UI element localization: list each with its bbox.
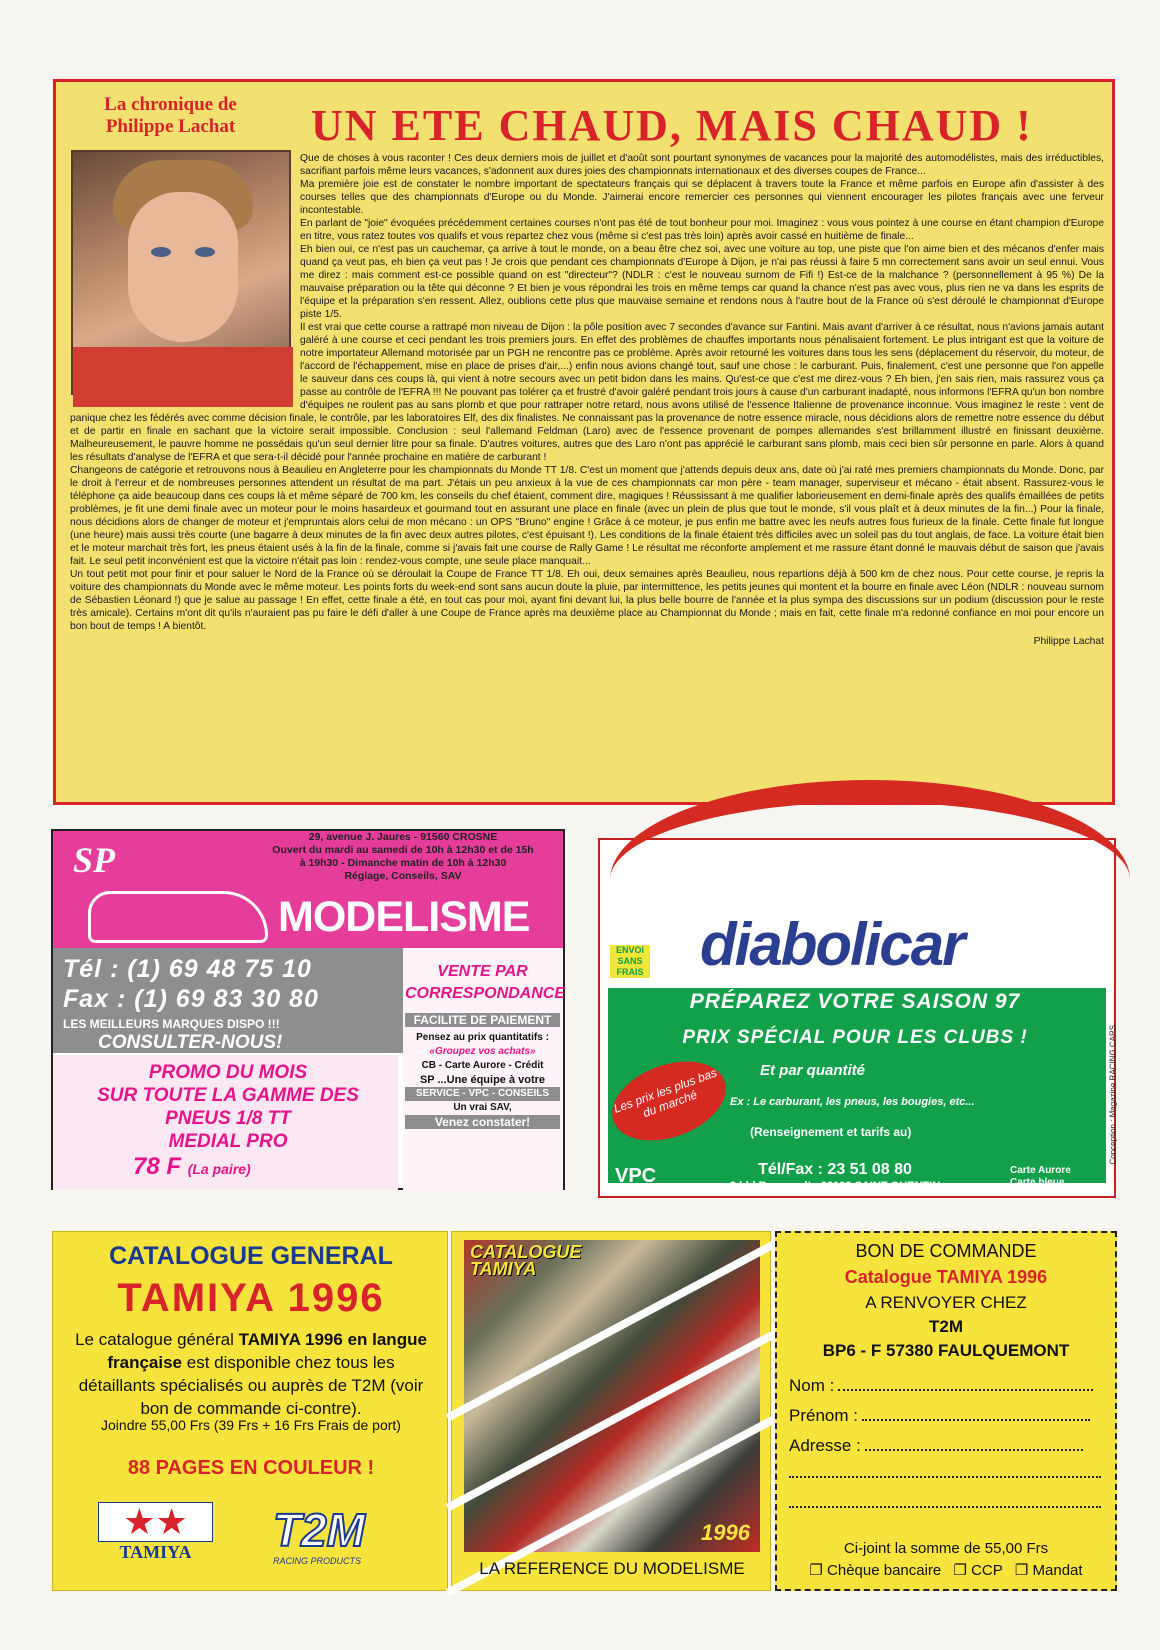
tamiya-year-title: TAMIYA 1996 <box>117 1276 385 1320</box>
tamiya-pages: 88 PAGES EN COULEUR ! <box>127 1457 375 1479</box>
ccp-checkbox[interactable]: ❐ CCP <box>953 1562 1003 1579</box>
diab-cards <box>1010 1165 1071 1189</box>
chronicle-paragraph: Eh bien oui, ce n'est pas un cauchemar, ça arrive à tout le monde, on a beau être chez soi, avec une voiture au top, une piste que l'on aime bien et des mécanos d'enfer mais quand ça veut pas, eh bien ça veut pas ! Je crois que pendant ces championnats d'Europe à Dijon, je n'ai pas réussi à faire 5 mn correctement sans avoir un seul ennui. Vous me direz : mais comment est-ce possible quand on est "directeur"? (NDLR : c'est le nouveau surnom de Fifi !) Est-ce de la malchance ? (personnellement à 95 %) De la mauvaise préparation ou la tête qui déconne ? Et bien je vous répondrai les trois en même temps car quand la chance n'est pas avec vous, plus rien ne va dans les esprits de l'équipe et la préparation s'en ressent. Allez, oublions cette plus que mauvaise semaine et rendons nous à l'autre bout de la France où s'est déroulé le championnat d'Europe piste 1/5. <box>300 244 1104 320</box>
sp-address: 29, avenue J. Jaures - 91560 CROSNE <box>308 831 498 843</box>
sp-side-line: SP ...Une équipe à votre <box>419 1074 546 1086</box>
chronicle-body <box>70 152 1104 784</box>
sp-modelisme-ad[interactable] <box>51 829 565 1190</box>
order-amount: Ci-joint la somme de 55,00 Frs <box>843 1540 1049 1557</box>
chronicle-paragraph: Changeons de catégorie et retrouvons nous à Beaulieu en Angleterre pour les championnats du Monde TT 1/8. C'est un moment que j'attends depuis deux ans, date où j'ai raté mes premiers championnats du Monde. Donc, par le droit à l'erreur et de nombreuses personnes attendent un résultat de ma part. J'étais un peu anxieux à la vue de ces championnats car mon père - team manager, superviseur et mécano - était absent. Rassurez-vous le téléphone ça aide beaucoup dans ces coups là et même séparé de 700 km, les conseils du chef étaient, comment dire, magiques ! Réussissant à me qualifier laborieusement en demi-finale après des qualifs émaillées de petits problèmes, je fit une demi finale avec un moteur pour le moins hasardeux et gourmand tout en assurant une place en finale (avec un plein de plus que tout le monde, s'il vous plaît et à deux minutes de la fin...) Pour la finale, nous décidions alors de changer de moteur et j'empruntais alors celui de mon mécano : un OPS "Bruno" engine ! Grâce à ce moteur, je pus enfin me battre avec les neufs autres fous furieux de la finale. Cette finale fut longue (une heure) mais aussi très courte (une bagarre à deux minutes de la fin avec deux autres pilotes, c'est épuisant !). Les conditions de la finale étaient très difficiles avec un soleil pas du tout anglais, de face. La voiture était bien et le moteur marchait très fort, les pneus étaient usés à la fin de la finale, comme si j'avais fait une course de Rally Game ! Le résultat me réconforte amplement et me rassure étant donné le mauvais début de saison que j'avais fait. Le seul petit inconvénient est que la victoire n'était pas loin : rendez-vous compte, une seule place manquait... <box>70 465 1104 567</box>
tamiya-desc-text: est disponible chez tous les détaillants spécialisés ou auprès de T2M (voir bon de commande ci-contre). <box>78 1353 424 1418</box>
diab-phone[interactable]: Tél/Fax : 23 51 08 80 <box>758 1161 912 1178</box>
tamiya-logo-text: TAMIYA <box>119 1542 192 1562</box>
sp-side-line: SERVICE - VPC - CONSEILS <box>405 1087 560 1101</box>
sp-logo: SP <box>73 840 116 880</box>
order-form-company: T2M <box>929 1317 963 1336</box>
diab-card: Carte Aurore <box>1010 1165 1071 1176</box>
diab-info: (Renseignement et tarifs au) <box>750 1125 912 1139</box>
tamiya-title: CATALOGUE GENERAL <box>109 1242 393 1270</box>
name-label: Nom : <box>789 1376 835 1395</box>
sp-phone[interactable]: Tél : (1) 69 48 75 10 <box>63 955 312 983</box>
payment-options <box>777 1561 1115 1579</box>
diab-contact <box>710 1162 960 1194</box>
chronicle-headline: UN ETE CHAUD, MAIS CHAUD ! <box>311 101 1033 150</box>
sp-hours: à 19h30 - Dimanche matin de 10h à 12h30 <box>299 857 507 869</box>
race-car-icon <box>88 891 268 943</box>
address-label: Adresse : <box>789 1436 861 1455</box>
chronicle-paragraph: En parlant de "joie" évoquées précédemment certaines courses n'ont pas été de tout bonheur pour moi. Imaginez : vous vous pointez à une course en étant champion d'Europe en titre, vous ratez toutes vos qualifs et vous repartez chez vous (même si c'est pas très loin) après avoir cassé en huitième de finale... <box>300 218 1104 242</box>
t2m-logo-sub: RACING PRODUCTS <box>273 1556 362 1566</box>
diab-headline: PRÉPAREZ VOTRE SAISON 97 <box>689 990 1021 1013</box>
tamiya-description <box>67 1328 435 1420</box>
lowest-price-badge: Les prix les plus bas du marché <box>601 1047 737 1155</box>
sp-promo-text: PROMO DU MOIS SUR TOUTE LA GAMME DES PNEUS 1/8 TT MEDIAL PRO <box>97 1062 359 1152</box>
chronicle-article <box>53 79 1115 805</box>
cover-stripe <box>446 1317 803 1512</box>
tamiya-catalogue-ad <box>52 1231 448 1591</box>
cover-title: CATALOGUE TAMIYA <box>470 1242 582 1279</box>
t2m-logo <box>273 1504 413 1574</box>
sp-side-line: Un vrai SAV, <box>453 1102 512 1113</box>
free-shipping-tag: ENVOI SANS FRAIS <box>610 945 650 978</box>
sp-side-line: CB - Carte Aurore - Crédit <box>421 1060 544 1071</box>
order-form-product: Catalogue TAMIYA 1996 <box>844 1267 1048 1287</box>
sp-payment-facility: FACILITE DE PAIEMENT <box>405 1013 560 1027</box>
sp-mail-order: VENTE PAR CORRESPONDANCE <box>405 963 566 1002</box>
catalogue-cover-image <box>464 1240 760 1552</box>
diab-club-offer: PRIX SPÉCIAL POUR LES CLUBS ! <box>682 1027 1028 1048</box>
diab-address: 3 bld Roosevelt - 02100 SAINT QUENTIN <box>729 1180 941 1192</box>
cover-year: 1996 <box>701 1520 750 1545</box>
sp-hours: Ouvert du mardi au samedi de 10h à 12h30 et de 15h <box>272 844 534 856</box>
sp-side-line: «Groupez vos achats» <box>429 1046 536 1057</box>
tamiya-desc-bold: TAMIYA 1996 en langue française <box>107 1330 427 1372</box>
order-form-title: BON DE COMMANDE <box>855 1241 1037 1261</box>
order-form-address: BP6 - F 57380 FAULQUEMONT <box>822 1341 1070 1360</box>
sp-brand: MODELISME <box>278 893 530 941</box>
sp-price-note: (La paire) <box>187 1161 251 1177</box>
diab-quantity: Et par quantité <box>760 1062 866 1079</box>
chronicle-paragraph: Que de choses à vous raconter ! Ces deux derniers mois de juillet et d'août sont pourtant synonymes de vacances pour la majorité des automodélistes, mais des irréductibles, sacrifiant parfois même leurs vacances, s'adonnent aux dures joies des championnats internationaux et des diverses coupes de France... <box>300 153 1104 177</box>
chronicle-paragraph: Il est vrai que cette course a rattrapé mon niveau de Dijon : la pôle position avec 7 secondes d'avance sur Fantini. Mais avant d'arriver à ce résultat, nous n'avions jamais autant galéré à une course et ceci pendant les trois premiers jours. En effet des problèmes de chauffes importants nous pénalisaient fortement. Le plus intrigant est que la voiture de notre importateur Allemand motorisée par un PGH ne rencontre pas ce problème. Après avoir retourné les voitures dans tous les sens (déplacement du réservoir, du moteur, de l'accord de l'échappement, mise en place de prises d'air,...) enfin nous avions changé tout, sauf une chose : le carburant. Puis, finalement, c'est une personne que l'on appelle le sauveur dans ces coups là, qui vient à notre secours avec un petit bidon dans les mains. Qu'est-ce que c'est me direz-vous ? Eh bien, j'en sais rien, mais rassurez vous ça passe au contrôle de l'EFRA !!! Ne pouvant pas tolérer ça et frustré d'avoir galéré pendant trois jours à cause d'un carburant inadapté, nous informons l'EFRA qu'un bon nombre d'équipes ne roulent pas au sans plomb et que pour rattraper notre retard, nous avons utilisé de l'essence Italienne de provenance inconnue. Vous imaginez le reste : vent de panique chez les fédérés avec comme décision finale, le contrôle, par les laboratoires Elf, des dix finalistes. Ne connaissant pas la provenance de notre essence miracle, nous décidions alors de remettre notre essence du début et de partir en finale en sachant que la victoire serait impossible. Conclusion : seul l'allemand Feldman (Laro) avec de l'essence provenant de pompes allemandes s'est brillamment illustré en finissant deuxième. Malheureusement, le pauvre homme ne possédais qu'un seul dernier litre pour sa finale. D'autres voitures, autres que des Laro n'ont pas apprécié le carburant sans plomb, mais ceci bien sûr personne en parle. Alors à quand les résultats d'analyse de l'EFRA et que sera-t-il décidé pour l'année prochaine en matière de carburant ! <box>70 322 1104 463</box>
diab-credit-text: Conception : Magazine RACING CARS <box>1108 1024 1118 1165</box>
address-field[interactable] <box>789 1436 1105 1456</box>
diab-credit <box>1103 1010 1117 1170</box>
chronicle-paragraph: Ma première joie est de constater le nombre important de spectateurs français qui se déplacent à travers toute la France et même parfois en Europe afin d'assister à des courses telles que des championnats d'Europe ou du Monde. J'aimerai encore remercier ces personnes qui viennent encourager les pilotes français avec une ferveur incontestable. <box>300 179 1104 216</box>
t2m-logo-text: T2M <box>273 1504 365 1556</box>
chronicle-kicker: La chronique de Philippe Lachat <box>104 94 237 137</box>
firstname-label: Prénom : <box>789 1406 858 1425</box>
sp-address-block <box>243 831 563 883</box>
sp-fax: Fax : (1) 69 83 30 80 <box>63 985 319 1013</box>
sp-side-line: Pensez au prix quantitatifs : <box>416 1032 549 1043</box>
order-form[interactable] <box>775 1231 1117 1591</box>
name-field[interactable] <box>789 1376 1105 1396</box>
sp-consult: CONSULTER-NOUS! <box>98 1032 283 1053</box>
mandat-checkbox[interactable]: ❐ Mandat <box>1014 1562 1083 1579</box>
sp-side-line: Venez constater! <box>405 1115 560 1129</box>
sp-services: Réglage, Conseils, SAV <box>344 870 462 882</box>
cover-caption: LA REFERENCE DU MODELISME <box>479 1559 745 1578</box>
catalogue-cover-ad <box>451 1231 771 1591</box>
cheque-checkbox[interactable]: ❐ Chèque bancaire <box>809 1562 942 1579</box>
sp-side-text <box>405 1031 560 1129</box>
diabolicar-ad[interactable] <box>598 838 1116 1198</box>
tamiya-logo <box>98 1502 213 1572</box>
address-line-3[interactable] <box>789 1506 1101 1508</box>
diab-vpc: VPC <box>615 1165 657 1187</box>
order-form-return: A RENVOYER CHEZ <box>865 1293 1027 1312</box>
sp-brands-text: LES MEILLEURS MARQUES DISPO !!! <box>63 1017 280 1031</box>
sp-price <box>133 1153 251 1181</box>
tamiya-price: Joindre 55,00 Frs (39 Frs + 16 Frs Frais de port) <box>101 1417 401 1433</box>
chronicle-paragraph: Un tout petit mot pour finir et pour saluer le Nord de la France où se déroulait la Coupe de France TT 1/8. Eh oui, deux semaines après Beaulieu, nous repartions déjà à 500 km de chez nous. Pour cette course, je repris la voiture des championnats du Monde avec le même moteur. Les points forts du week-end sont sans aucun doute la pluie, par intermittence, les petits jeunes qui montent et la bourre en finale avec Léon (NDLR : nouveau surnom de Sébastien Léonard !) que je salue au passage ! En effet, cette finale a été, en tout cas pour moi, ayant fini devant lui, la plus belle bourre de l'année et la plus sympa des discussions sur un podium (discussion pour le reste très amicale). Certains m'ont dit qu'ils n'auraient pas pu faire le défi d'aller à une Coupe de France après ma deuxième place au Championnat du Monde ; mais en fait, cette finale m'a redonné confiance en moi pour encore un bon bout de temps ! A bientôt. <box>70 569 1104 632</box>
author-signature: Philippe Lachat <box>1033 636 1104 647</box>
diabolicar-logo: diabolicar <box>700 911 964 978</box>
diab-examples: Ex : Le carburant, les pneus, les bougies, etc... <box>730 1096 975 1108</box>
firstname-field[interactable] <box>789 1406 1105 1426</box>
tamiya-stars-icon: ★★ <box>98 1502 213 1542</box>
tamiya-desc-text: Le catalogue général <box>75 1330 239 1349</box>
address-line-2[interactable] <box>789 1476 1101 1478</box>
sp-price-value: 78 F <box>133 1153 182 1180</box>
diab-card: Carte bleue <box>1010 1177 1065 1188</box>
